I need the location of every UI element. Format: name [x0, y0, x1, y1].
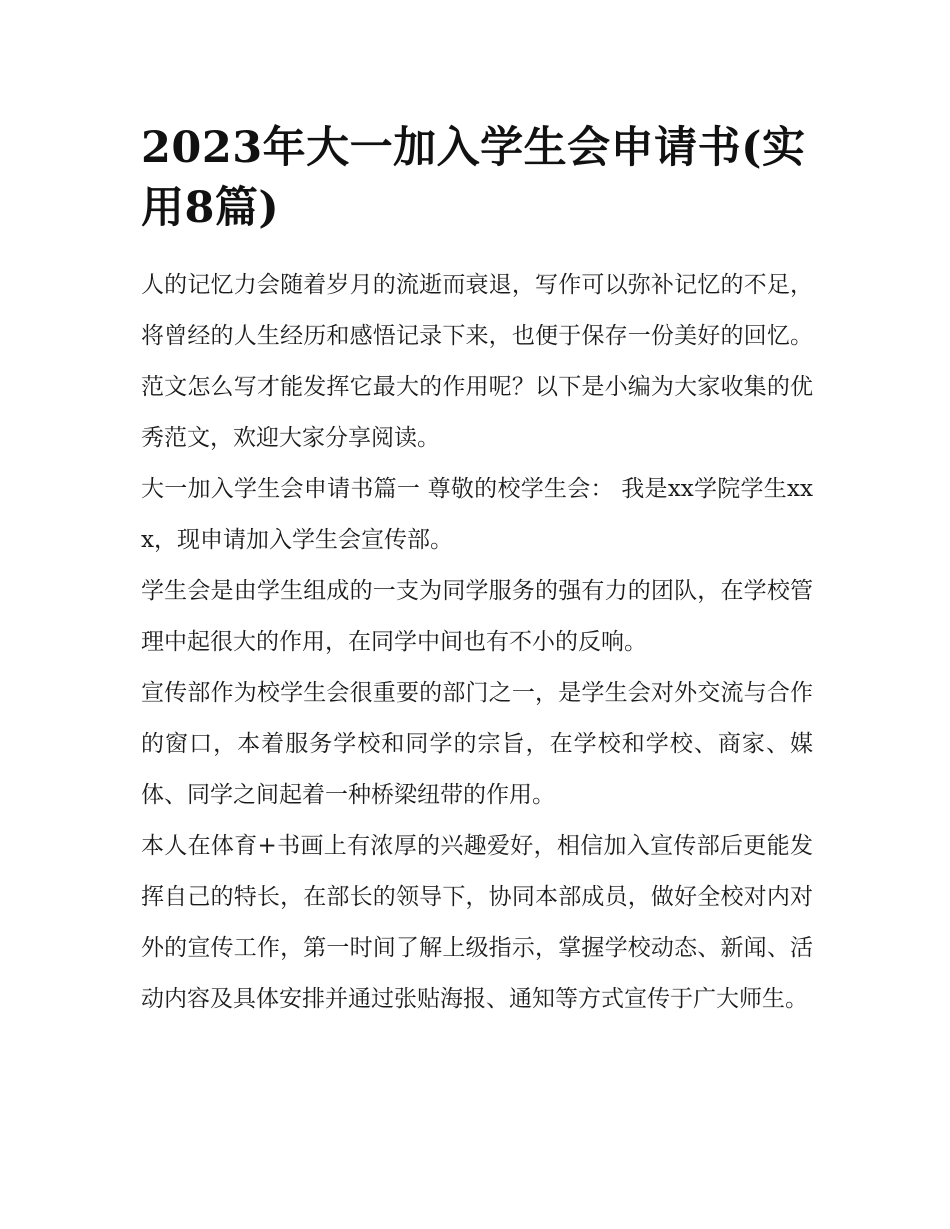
document-title: 2023年大一加入学生会申请书(实用8篇): [141, 123, 806, 233]
document-page: [141, 118, 813, 1025]
paragraph-personal-strengths: 本人在体育+书画上有浓厚的兴趣爱好，相信加入宣传部后更能发挥自己的特长，在部长的领导下，协同本部成员，做好全校对内对外的宣传工作，第一时间了解上级指示，掌握学校动态、新闻、活动内容及具体安排并通过张贴海报、通知等方式宣传于广大师生。: [141, 833, 813, 1012]
paragraph-student-union: 学生会是由学生组成的一支为同学服务的强有力的团队，在学校管理中起很大的作用，在同学中间也有不小的反响。: [141, 578, 813, 655]
paragraph-salutation: 大一加入学生会申请书篇一 尊敬的校学生会： 我是xx学院学生xxx，现申请加入学生会宣传部。: [141, 476, 813, 553]
paragraph-publicity-dept: 宣传部作为校学生会很重要的部门之一，是学生会对外交流与合作的窗口，本着服务学校和同学的宗旨，在学校和学校、商家、媒体、同学之间起着一种桥梁纽带的作用。: [141, 680, 813, 808]
paragraph-intro: 人的记忆力会随着岁月的流逝而衰退，写作可以弥补记忆的不足，将曾经的人生经历和感悟记录下来，也便于保存一份美好的回忆。范文怎么写才能发挥它最大的作用呢？以下是小编为大家收集的优秀范文，欢迎大家分享阅读。: [141, 272, 813, 451]
